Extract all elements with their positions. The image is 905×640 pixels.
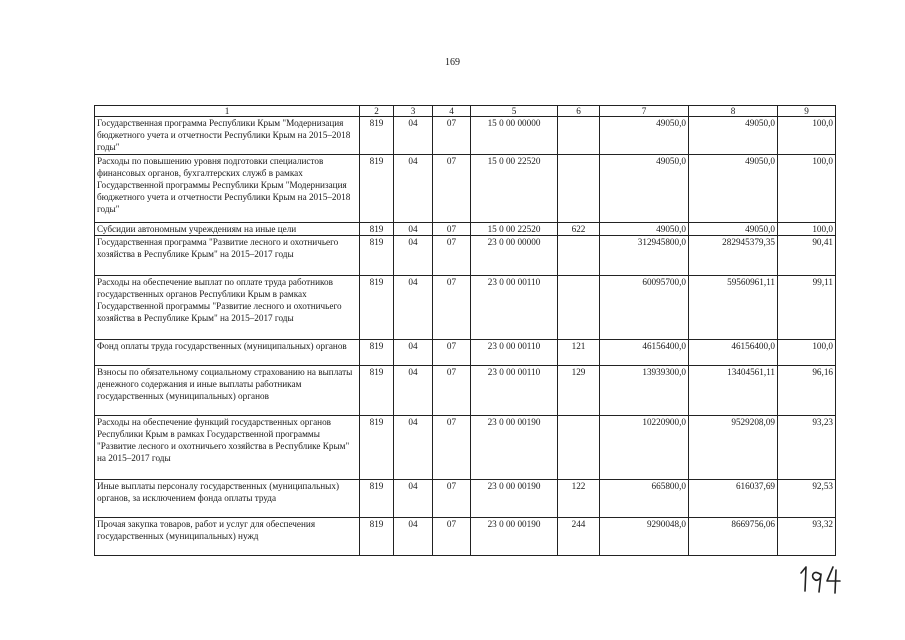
code-target: 23 0 00 00190 [471, 480, 558, 518]
planned-amount: 49050,0 [600, 223, 689, 236]
table-row [95, 480, 836, 518]
header-cell: 8 [689, 106, 778, 117]
row-name: Государственная программа "Развитие лесного и охотничьего хозяйства в Республике Крым" на 2015–2017 годы [95, 236, 360, 276]
code-target: 23 0 00 00000 [471, 236, 558, 276]
actual-amount: 8669756,06 [689, 518, 778, 556]
page-number: 169 [445, 57, 460, 68]
code-admin: 819 [360, 518, 394, 556]
code-admin: 819 [360, 366, 394, 416]
code-section: 04 [394, 366, 433, 416]
code-admin: 819 [360, 340, 394, 366]
table-row [95, 416, 836, 480]
actual-amount: 49050,0 [689, 117, 778, 155]
code-section: 04 [394, 416, 433, 480]
planned-amount: 665800,0 [600, 480, 689, 518]
table-row [95, 518, 836, 556]
code-admin: 819 [360, 117, 394, 155]
code-section: 04 [394, 236, 433, 276]
code-admin: 819 [360, 480, 394, 518]
row-name: Расходы на обеспечение функций государственных органов Республики Крым в рамках Государственной программы "Развитие лесного и охотничьего хозяйства в Республике Крым" на 2015–2017 годы [95, 416, 360, 480]
percent-executed: 93,32 [778, 518, 836, 556]
header-cell: 2 [360, 106, 394, 117]
code-subsection: 07 [433, 518, 471, 556]
actual-amount: 49050,0 [689, 223, 778, 236]
code-subsection: 07 [433, 366, 471, 416]
code-section: 04 [394, 276, 433, 340]
header-row [95, 106, 836, 117]
code-expense-type: 244 [558, 518, 600, 556]
header-cell: 9 [778, 106, 836, 117]
percent-executed: 92,53 [778, 480, 836, 518]
handwritten-page-number [795, 561, 845, 595]
code-subsection: 07 [433, 117, 471, 155]
code-subsection: 07 [433, 155, 471, 223]
code-target: 15 0 00 22520 [471, 155, 558, 223]
code-admin: 819 [360, 236, 394, 276]
planned-amount: 312945800,0 [600, 236, 689, 276]
percent-executed: 100,0 [778, 223, 836, 236]
row-name: Прочая закупка товаров, работ и услуг для обеспечения государственных (муниципальных) нужд [95, 518, 360, 556]
code-section: 04 [394, 223, 433, 236]
code-target: 15 0 00 00000 [471, 117, 558, 155]
code-admin: 819 [360, 223, 394, 236]
header-cell: 4 [433, 106, 471, 117]
row-name: Расходы на обеспечение выплат по оплате труда работников государственных органов Республики Крым в рамках Государственной программы "Развитие лесного и охотничьего хозяйства в Республике Крым" на 2015–2017 годы [95, 276, 360, 340]
planned-amount: 10220900,0 [600, 416, 689, 480]
code-expense-type: 122 [558, 480, 600, 518]
actual-amount: 9529208,09 [689, 416, 778, 480]
code-admin: 819 [360, 416, 394, 480]
planned-amount: 9290048,0 [600, 518, 689, 556]
percent-executed: 96,16 [778, 366, 836, 416]
actual-amount: 46156400,0 [689, 340, 778, 366]
actual-amount: 616037,69 [689, 480, 778, 518]
percent-executed: 100,0 [778, 117, 836, 155]
code-expense-type [558, 276, 600, 340]
code-section: 04 [394, 518, 433, 556]
table-row [95, 223, 836, 236]
code-section: 04 [394, 480, 433, 518]
planned-amount: 49050,0 [600, 117, 689, 155]
table-row [95, 117, 836, 155]
row-name: Государственная программа Республики Крым "Модернизация бюджетного учета и отчетности Республики Крым на 2015–2018 годы" [95, 117, 360, 155]
percent-executed: 100,0 [778, 340, 836, 366]
code-expense-type [558, 236, 600, 276]
row-name: Расходы по повышению уровня подготовки специалистов финансовых органов, бухгалтерских служб в рамках Государственной программы Республики Крым "Модернизация бюджетного учета и отчетности Республики Крым на 2015–2018 годы" [95, 155, 360, 223]
code-expense-type [558, 117, 600, 155]
code-subsection: 07 [433, 276, 471, 340]
code-section: 04 [394, 117, 433, 155]
percent-executed: 93,23 [778, 416, 836, 480]
code-target: 23 0 00 00110 [471, 340, 558, 366]
code-target: 23 0 00 00190 [471, 416, 558, 480]
code-expense-type [558, 155, 600, 223]
code-expense-type: 622 [558, 223, 600, 236]
code-subsection: 07 [433, 236, 471, 276]
actual-amount: 13404561,11 [689, 366, 778, 416]
code-subsection: 07 [433, 416, 471, 480]
table-row [95, 155, 836, 223]
header-cell: 7 [600, 106, 689, 117]
code-expense-type: 121 [558, 340, 600, 366]
code-target: 23 0 00 00110 [471, 276, 558, 340]
code-subsection: 07 [433, 340, 471, 366]
planned-amount: 13939300,0 [600, 366, 689, 416]
planned-amount: 46156400,0 [600, 340, 689, 366]
table-row [95, 276, 836, 340]
code-target: 23 0 00 00110 [471, 366, 558, 416]
code-section: 04 [394, 155, 433, 223]
table-row [95, 340, 836, 366]
row-name: Фонд оплаты труда государственных (муниципальных) органов [95, 340, 360, 366]
code-section: 04 [394, 340, 433, 366]
header-cell: 1 [95, 106, 360, 117]
actual-amount: 49050,0 [689, 155, 778, 223]
code-target: 23 0 00 00190 [471, 518, 558, 556]
code-subsection: 07 [433, 480, 471, 518]
code-target: 15 0 00 22520 [471, 223, 558, 236]
header-cell: 6 [558, 106, 600, 117]
code-subsection: 07 [433, 223, 471, 236]
row-name: Иные выплаты персоналу государственных (муниципальных) органов, за исключением фонда оплаты труда [95, 480, 360, 518]
actual-amount: 59560961,11 [689, 276, 778, 340]
planned-amount: 60095700,0 [600, 276, 689, 340]
code-expense-type: 129 [558, 366, 600, 416]
percent-executed: 99,11 [778, 276, 836, 340]
code-admin: 819 [360, 276, 394, 340]
planned-amount: 49050,0 [600, 155, 689, 223]
actual-amount: 282945379,35 [689, 236, 778, 276]
header-cell: 5 [471, 106, 558, 117]
code-admin: 819 [360, 155, 394, 223]
percent-executed: 90,41 [778, 236, 836, 276]
code-expense-type [558, 416, 600, 480]
budget-table [94, 105, 836, 556]
row-name: Взносы по обязательному социальному страхованию на выплаты денежного содержания и иные выплаты работникам государственных (муниципальных) органов [95, 366, 360, 416]
row-name: Субсидии автономным учреждениям на иные цели [95, 223, 360, 236]
table-row [95, 366, 836, 416]
percent-executed: 100,0 [778, 155, 836, 223]
header-cell: 3 [394, 106, 433, 117]
table-row [95, 236, 836, 276]
